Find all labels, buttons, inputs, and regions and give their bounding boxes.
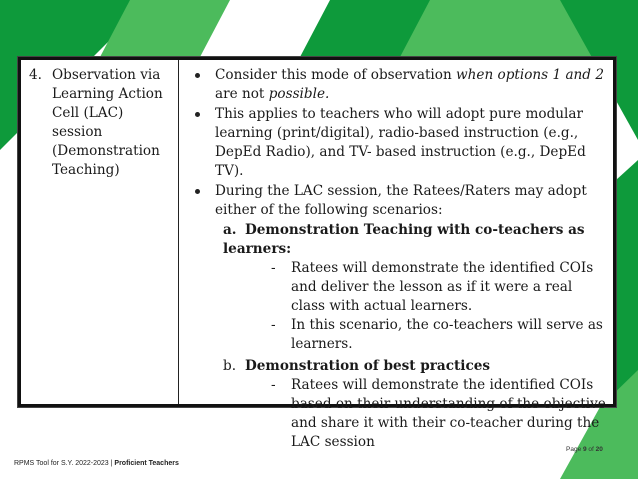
scenario-item-text: Ratees will demonstrate the identified COIs based on their understanding of the objective and share it with their co-teacher during the LAC session [291,377,606,450]
bullet-icon [195,73,200,78]
row-title-line: (Demonstration [52,143,160,159]
row-title-line: Cell (LAC) [52,105,124,121]
bullet-icon [195,112,200,117]
scenario-a-heading [187,221,607,259]
row-title-line: Observation via [52,67,161,83]
row-label-cell [21,60,179,404]
row-title-line: Learning Action [52,86,163,102]
scenario-a-item [187,259,607,316]
bullet-item [187,105,607,181]
bullet-emphasis: when options 1 and 2 [456,67,604,83]
footer-bold-text: Proficient Teachers [114,460,179,467]
bullet-text: are not [215,86,269,102]
page-of-label: of [586,446,596,453]
scenario-title: Demonstration Teaching with co-teachers as learners: [223,222,585,257]
bullet-item [187,182,607,220]
bullet-text: During the LAC session, the Ratees/Raters may adopt either of the following scenarios: [215,183,587,218]
dash-icon: - [271,260,276,276]
footer-text: RPMS Tool for S.Y. 2022-2023 | [14,460,115,467]
bullet-text: Consider this mode of observation [215,67,457,83]
scenario-b-heading [187,357,607,376]
scenario-letter: b. [223,358,237,374]
dash-icon: - [271,317,276,333]
page-indicator [566,446,603,453]
row-title-line: session [52,124,103,140]
bullet-text: This applies to teachers who will adopt pure modular learning (print/digital), radio-based instruction (e.g., DepEd Radio), and TV- based instruction (e.g., DepEd TV). [215,106,586,179]
row-title-line: Teaching) [52,162,120,178]
scenario-title: Demonstration of best practices [245,358,491,374]
bullet-emphasis: possible. [268,86,330,102]
footer-title [14,460,179,467]
scenario-letter: a. [223,222,237,238]
page-total: 20 [595,446,603,453]
page-number: 9 [583,446,587,453]
dash-icon: - [271,377,276,393]
scenario-a-item [187,316,607,354]
bullet-item [187,66,607,104]
scenario-b-item [187,376,607,452]
scenario-item-text: Ratees will demonstrate the identified COIs and deliver the lesson as if it were a real class with actual learners. [291,260,594,314]
row-number: 4. [29,67,42,83]
row-title [52,66,177,180]
bullet-icon [195,189,200,194]
page-label: Page [566,446,583,453]
scenario-item-text: In this scenario, the co-teachers will serve as learners. [291,317,603,352]
